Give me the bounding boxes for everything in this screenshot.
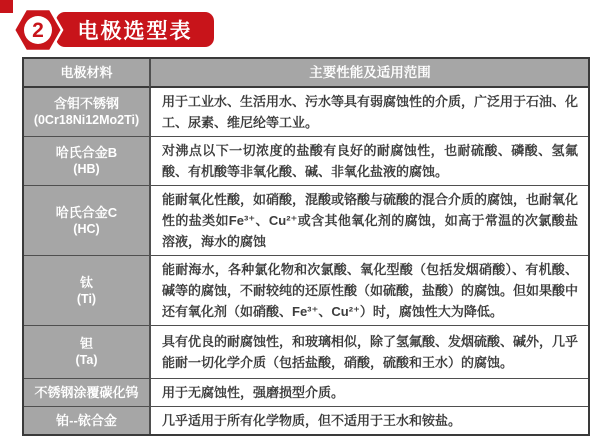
material-name: 哈氏合金B: [55, 145, 118, 160]
material-name: 铂--铱合金: [56, 413, 117, 428]
table-row: [24, 407, 588, 434]
hexagon-badge-icon: [12, 6, 64, 54]
table-row: [24, 326, 588, 379]
material-name: 含钼不锈钢: [53, 96, 119, 111]
material-name: 钽: [79, 336, 93, 351]
section-title: 电极选型表: [77, 19, 193, 43]
material-code: (Ta): [75, 353, 98, 367]
section-number: 2: [32, 19, 44, 42]
table-row: [24, 137, 588, 186]
material-cell: [24, 88, 149, 137]
material-name: 钛: [79, 274, 93, 290]
material-name: 不锈钢涂覆碳化钨: [34, 385, 139, 400]
column-header-material: 电极材料: [24, 59, 149, 88]
material-cell: [24, 256, 149, 326]
table-header-row: [24, 59, 588, 88]
material-code: (Ti): [76, 291, 97, 306]
electrode-table: [22, 57, 590, 436]
description-cell: 几乎适用于所有化学物质，但不适用于王水和铵盐。: [149, 407, 588, 434]
material-code: (HC): [73, 221, 100, 236]
material-cell: [24, 326, 149, 379]
table-row: [24, 256, 588, 326]
description-cell: 用于无腐蚀性，强磨损型介质。: [149, 379, 588, 407]
table-row: [24, 186, 588, 256]
description-cell: 用于工业水、生活用水、污水等具有弱腐蚀性的介质，广泛用于石油、化工、尿素、维尼纶等工业。: [149, 88, 588, 137]
description-cell: 能耐海水，各种氯化物和次氯酸、氧化型酸（包括发烟硝酸）、有机酸、碱等的腐蚀，不耐较纯的还原性酸（如硫酸，盐酸）的腐蚀。但如果酸中还有氧化剂（如硝酸、Fe³⁺、Cu²⁺）时，腐蚀性大为降低。: [149, 256, 588, 326]
column-header-performance: 主要性能及适用范围: [149, 59, 588, 88]
description-cell: 对沸点以下一切浓度的盐酸有良好的耐腐蚀性，也耐硫酸、磷酸、氢氟酸、有机酸等非氧化酸、碱、非氧化盐液的腐蚀。: [149, 137, 588, 186]
table-row: [24, 88, 588, 137]
section-title-pill: [56, 12, 214, 47]
description-cell: 能耐氧化性酸，如硝酸，混酸或铬酸与硫酸的混合介质的腐蚀，也耐氧化性的盐类如Fe³⁺、Cu²⁺或含其他氧化剂的腐蚀，如高于常温的次氯酸盐溶液，海水的腐蚀: [149, 186, 588, 256]
section-header: [12, 6, 222, 54]
material-cell: [24, 186, 149, 256]
material-code: (HB): [73, 162, 100, 176]
material-name: 哈氏合金C: [55, 204, 118, 220]
material-cell: [24, 379, 149, 407]
material-cell: [24, 137, 149, 186]
material-cell: [24, 407, 149, 434]
description-cell: 具有优良的耐腐蚀性，和玻璃相似，除了氢氟酸、发烟硫酸、碱外，几乎能耐一切化学介质（包括盐酸，硝酸，硫酸和王水）的腐蚀。: [149, 326, 588, 379]
table-row: [24, 379, 588, 407]
material-code: (0Cr18Ni12Mo2Ti): [33, 113, 140, 127]
